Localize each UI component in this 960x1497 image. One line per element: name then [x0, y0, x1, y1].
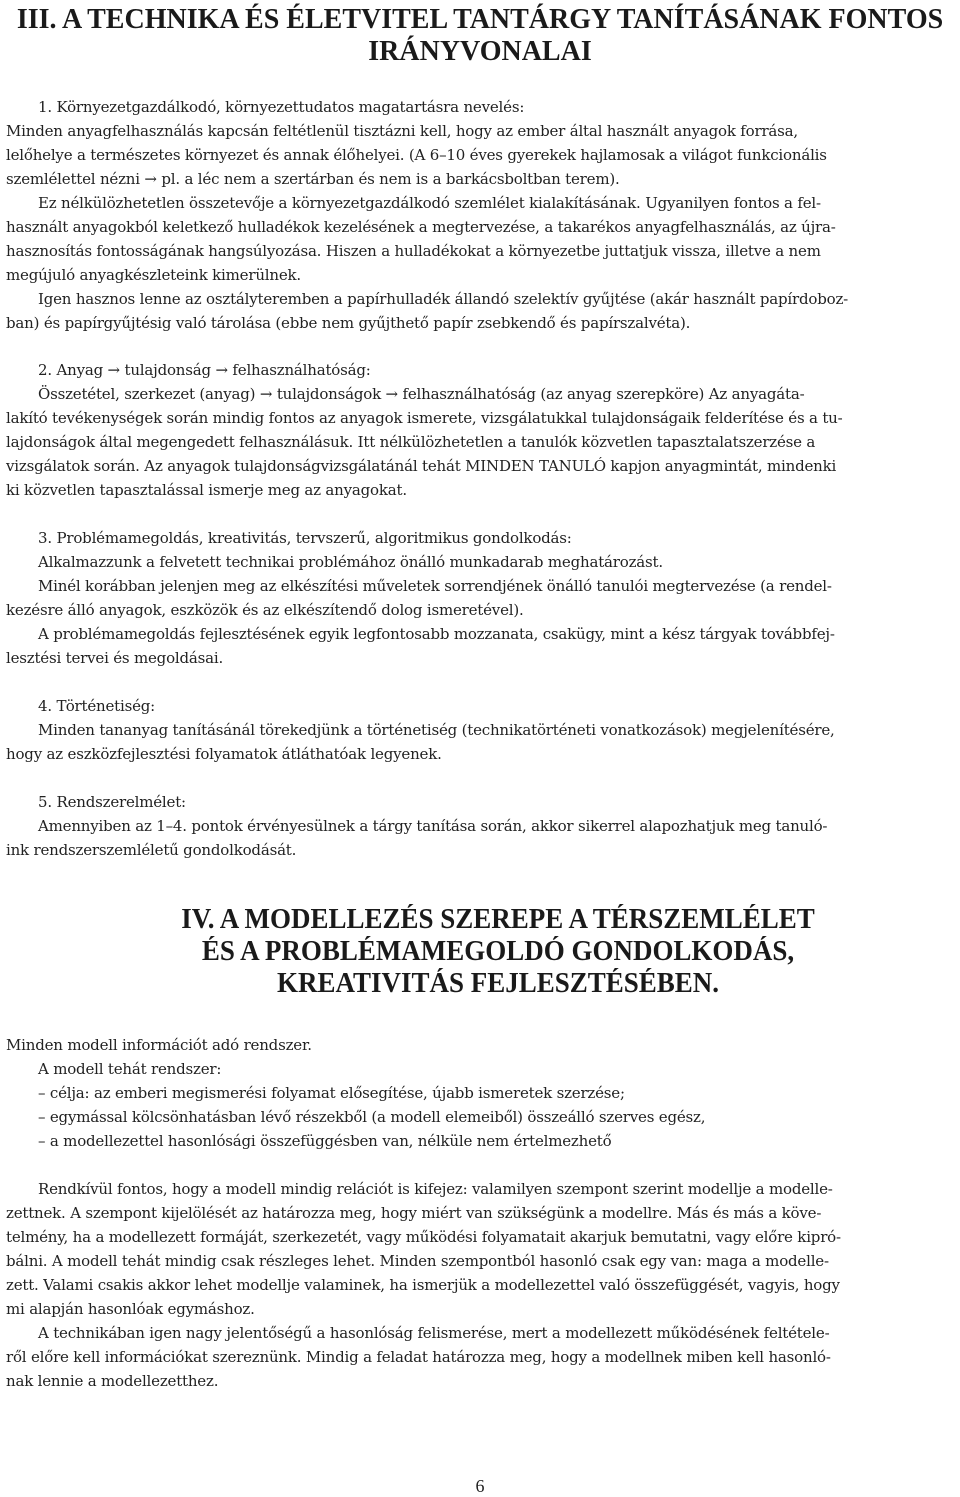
- list-item: – a modellezettel hasonlósági összefüggésben van, nélküle nem értelmezhető: [38, 1132, 612, 1150]
- paragraph-line: Rendkívül fontos, hogy a modell mindig relációt is kifejez: valamilyen szempont szerint modellje a modelle-: [38, 1180, 833, 1198]
- paragraph-line: Összetétel, szerkezet (anyag) → tulajdonságok → felhasználhatóság (az anyag szerepköre) Az anyagáta-: [38, 385, 805, 403]
- paragraph-line: mi alapján hasonlóak egymáshoz.: [6, 1300, 255, 1318]
- paragraph-line: bálni. A modell tehát mindig csak részleges lehet. Minden szempontból hasonló csak egy van: maga a modelle-: [6, 1252, 829, 1270]
- paragraph-line: zett. Valami csakis akkor lehet modellje valaminek, ha ismerjük a modellezettel való összefüggését, vagyis, hogy: [6, 1276, 840, 1294]
- paragraph-line: ink rendszerszemléletű gondolkodását.: [6, 841, 297, 859]
- item-4-heading: 4. Történetiség:: [38, 697, 156, 715]
- paragraph-line: Minden anyagfelhasználás kapcsán feltétlenül tisztázni kell, hogy az ember által használt anyagok forrása,: [6, 122, 798, 140]
- paragraph-line: Minden modell információt adó rendszer.: [6, 1036, 312, 1054]
- paragraph-line: Ez nélkülözhetetlen összetevője a környezetgazdálkodó szemlélet kialakításának. Ugyanilyen fontos a fel-: [38, 194, 821, 212]
- paragraph-line: nak lennie a modellezetthez.: [6, 1372, 219, 1390]
- paragraph-line: Igen hasznos lenne az osztályteremben a papírhulladék állandó szelektív gyűjtése (akár használt papírdoboz-: [38, 290, 849, 308]
- paragraph-line: hogy az eszközfejlesztési folyamatok átláthatóak legyenek.: [6, 745, 442, 763]
- section-heading-3-line-2: IRÁNYVONALAI: [368, 36, 592, 67]
- paragraph-line: ről előre kell információkat szereznünk. Mindig a feladat határozza meg, hogy a modellnek miben kell hasonló-: [6, 1348, 831, 1366]
- paragraph-line: lakító tevékenységek során mindig fontos az anyagok ismerete, vizsgálatukkal tulajdonságaik felderítése és a tu-: [6, 409, 843, 427]
- paragraph-line: A modell tehát rendszer:: [38, 1060, 222, 1078]
- paragraph-line: használt anyagokból keletkező hulladékok kezelésének a megtervezése, a takarékos anyagfelhasználás, az újra-: [6, 218, 836, 236]
- paragraph-line: A technikában igen nagy jelentőségű a hasonlóság felismerése, mert a modellezett működésének feltétele-: [38, 1324, 830, 1342]
- paragraph-line: vizsgálatok során. Az anyagok tulajdonságvizsgálatánál tehát MINDEN TANULÓ kapjon anyagmintát, mindenki: [6, 457, 837, 475]
- item-5-heading: 5. Rendszerelmélet:: [38, 793, 186, 811]
- section-heading-4-line-2: ÉS A PROBLÉMAMEGOLDÓ GONDOLKODÁS,: [201, 936, 795, 967]
- paragraph-line: A problémamegoldás fejlesztésének egyik legfontosabb mozzanata, csakügy, mint a kész tárgyak továbbfej-: [38, 625, 835, 643]
- section-heading-4-line-3: KREATIVITÁS FEJLESZTÉSÉBEN.: [277, 968, 719, 999]
- paragraph-line: megújuló anyagkészleteink kimerülnek.: [6, 266, 301, 284]
- paragraph-line: Alkalmazzunk a felvetett technikai problémához önálló munkadarab meghatározást.: [38, 553, 663, 571]
- item-1-heading: 1. Környezetgazdálkodó, környezettudatos magatartásra nevelés:: [38, 98, 525, 116]
- paragraph-line: Amennyiben az 1–4. pontok érvényesülnek a tárgy tanítása során, akkor sikerrel alapozhatjuk meg tanuló-: [38, 817, 828, 835]
- paragraph-line: lajdonságok által megengedett felhasználásuk. Itt nélkülözhetetlen a tanulók közvetlen tapasztalatszerzése a: [6, 433, 816, 451]
- paragraph-line: ban) és papírgyűjtésig való tárolása (ebbe nem gyűjthető papír zsebkendő és papírszalvéta).: [6, 314, 691, 332]
- section-heading-4-line-1: IV. A MODELLEZÉS SZEREPE A TÉRSZEMLÉLET: [181, 904, 815, 935]
- page-number: 6: [475, 1476, 485, 1496]
- item-3-heading: 3. Problémamegoldás, kreativitás, tervszerű, algoritmikus gondolkodás:: [38, 529, 572, 547]
- paragraph-line: Minden tananyag tanításánál törekedjünk a történetiség (technikatörténeti vonatkozások) megjelenítésére,: [38, 721, 835, 739]
- item-2-heading: 2. Anyag → tulajdonság → felhasználhatóság:: [38, 361, 371, 379]
- list-item: – célja: az emberi megismerési folyamat elősegítése, újabb ismeretek szerzése;: [38, 1084, 625, 1102]
- list-item: – egymással kölcsönhatásban lévő részekből (a modell elemeiből) összeálló szerves egész,: [38, 1108, 706, 1126]
- section-heading-3-line-1: III. A TECHNIKA ÉS ÉLETVITEL TANTÁRGY TANÍTÁSÁNAK FONTOS: [16, 4, 944, 35]
- paragraph-line: Minél korábban jelenjen meg az elkészítési műveletek sorrendjének önálló tanulói megtervezése (a rendel-: [38, 577, 832, 595]
- paragraph-line: ki közvetlen tapasztalással ismerje meg az anyagokat.: [6, 481, 407, 499]
- paragraph-line: lesztési tervei és megoldásai.: [6, 649, 224, 667]
- paragraph-line: zettnek. A szempont kijelölését az határozza meg, hogy miért van szükségünk a modellre. Más és más a köve-: [6, 1204, 822, 1222]
- paragraph-line: hasznosítás fontosságának hangsúlyozása. Hiszen a hulladékokat a környezetbe juttatjuk vissza, illetve a nem: [6, 242, 821, 260]
- paragraph-line: lelőhelye a természetes környezet és annak élőhelyei. (A 6–10 éves gyerekek hajlamosak a világot funkcionális: [6, 146, 827, 164]
- paragraph-line: telmény, ha a modellezett formáját, szerkezetét, vagy működési folyamatait akarjuk bemutatni, vagy előre kipró-: [6, 1228, 841, 1246]
- paragraph-line: kezésre álló anyagok, eszközök és az elkészítendő dolog ismeretével).: [6, 601, 524, 619]
- paragraph-line: szemlélettel nézni → pl. a léc nem a szertárban és nem is a barkácsboltban terem).: [6, 170, 620, 188]
